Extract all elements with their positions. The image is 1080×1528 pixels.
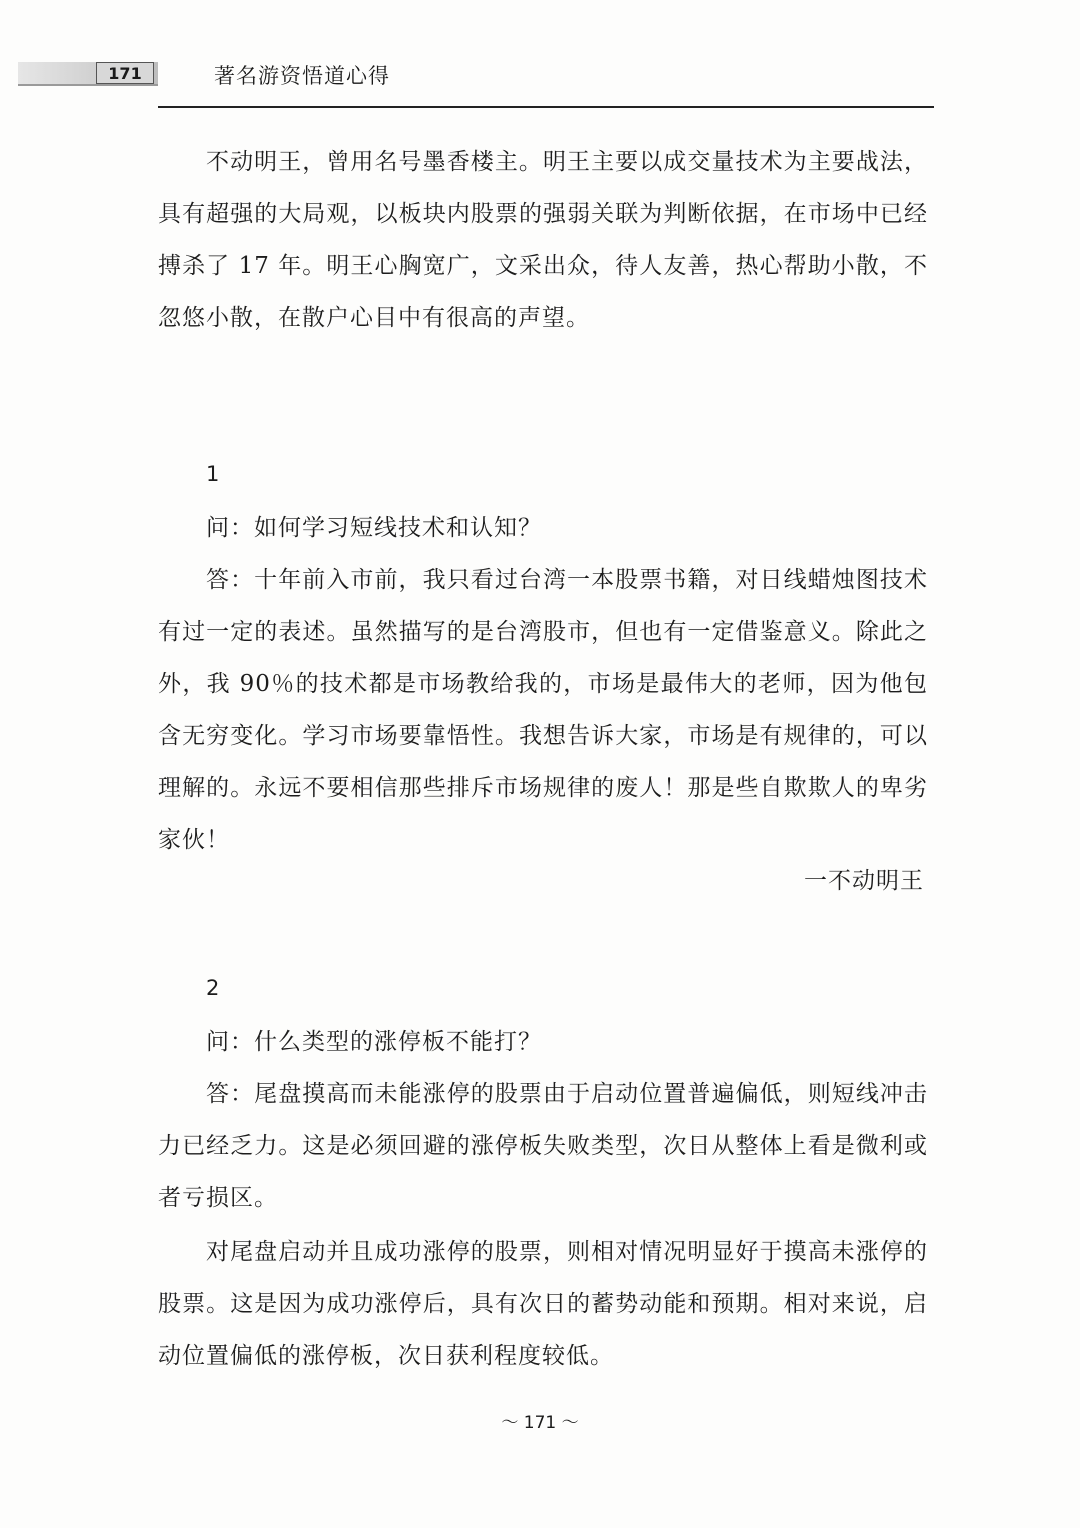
question-1: 问：如何学习短线技术和认知？ (206, 515, 542, 541)
answer-2-continued: 对尾盘启动并且成功涨停的股票，则相对情况明显好于摸高未涨停的股票。这是因为成功涨停后，具有次日的蓄势动能和预期。相对来说，启动位置偏低的涨停板，次日获利程度较低。 (158, 1239, 928, 1369)
qa-number-2: 2 (206, 976, 220, 1000)
qa-number-1: 1 (206, 462, 220, 486)
answer-1: 答：十年前入市前，我只看过台湾一本股票书籍，对日线蜡烛图技术有过一定的表述。虽然描写的是台湾股市，但也有一定借鉴意义。除此之外，我 90％的技术都是市场教给我的，市场是最伟大的老师，因为他包含无穷变化。学习市场要靠悟性。我想告诉大家，市场是有规律的，可以理解的。永远不要相信那些排斥市场规律的废人！那是些自欺欺人的卑劣家伙！ (158, 567, 928, 853)
question-2: 问：什么类型的涨停板不能打？ (206, 1029, 542, 1055)
header-page-number: 171 (96, 62, 154, 84)
intro-paragraph: 不动明王，曾用名号墨香楼主。明王主要以成交量技术为主要战法，具有超强的大局观，以板块内股票的强弱关联为判断依据，在市场中已经搏杀了 17 年。明王心胸宽广，文采出众，待人友善，热心帮助小散，不忽悠小散，在散户心目中有很高的声望。 (158, 149, 928, 331)
header-rule (158, 106, 934, 108)
signature-1: 一不动明王 (804, 868, 924, 894)
header-title: 著名游资悟道心得 (214, 64, 390, 88)
footer-page-number: ～ 171 ～ (501, 1413, 579, 1433)
answer-2: 答：尾盘摸高而未能涨停的股票由于启动位置普遍偏低，则短线冲击力已经乏力。这是必须回避的涨停板失败类型，次日从整体上看是微利或者亏损区。 (158, 1081, 928, 1211)
